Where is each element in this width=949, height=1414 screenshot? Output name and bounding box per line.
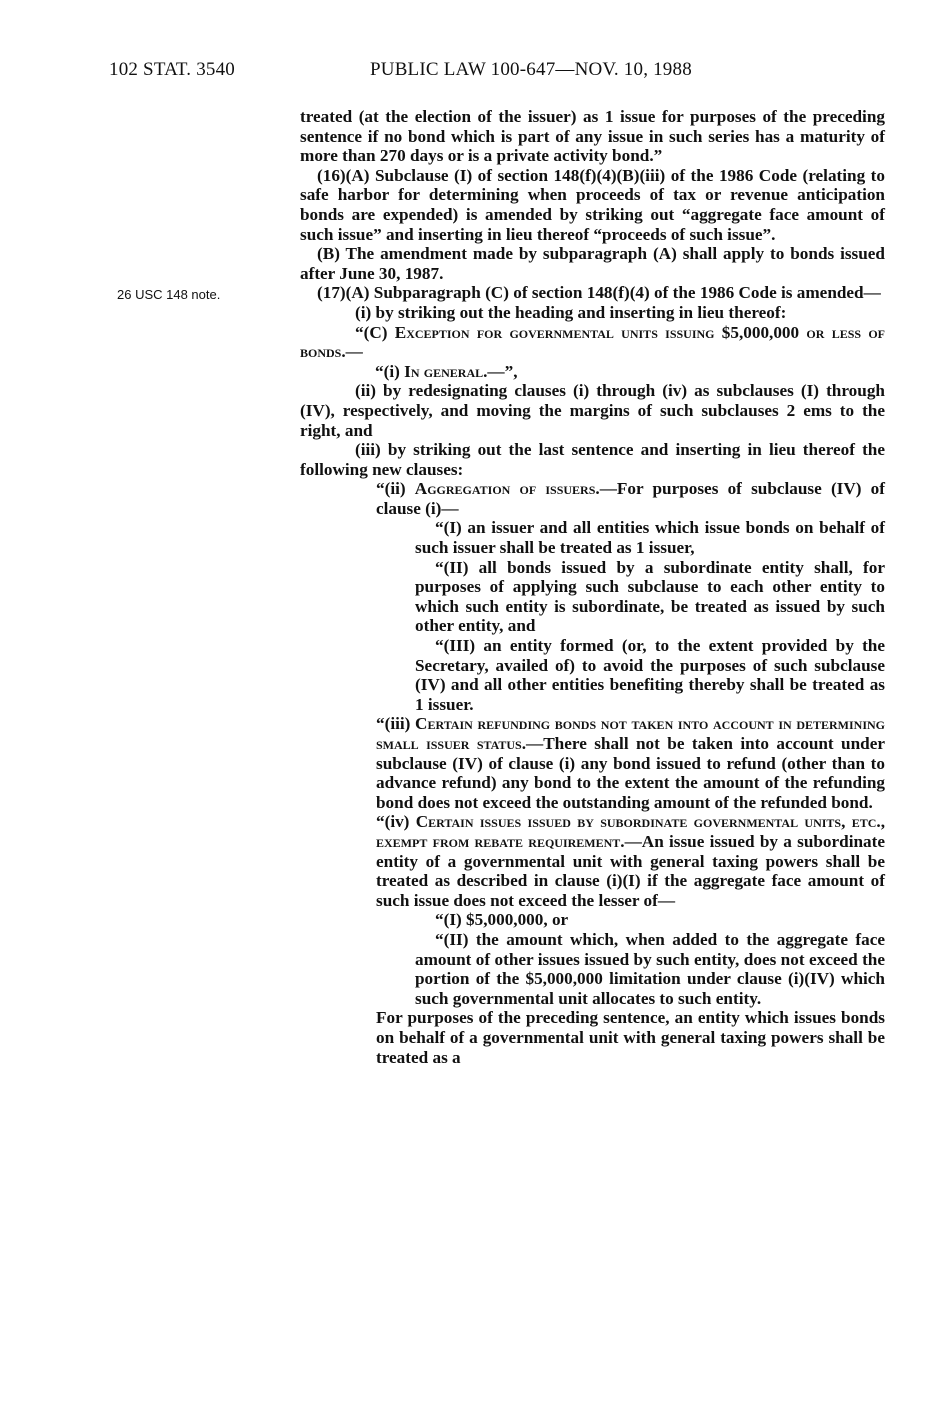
clause-text: —An issue issued by a subordinate entity of a governmental unit with general taxing powers shall be treated as described in clause (i)(I) if the aggregate face amount of such issue does not exceed the lesser of—: [376, 831, 885, 910]
clause-lead: “(iii): [376, 714, 416, 734]
heading-c-title: Exception for governmental units issuing $5,000,000 or less of bonds.: [300, 322, 885, 362]
clause-iv-heading: Certain issues issued by subordinate governmental units, etc., exempt from rebate requirement.: [376, 812, 885, 851]
clause-ii-heading: Aggregation of issuers.: [414, 479, 600, 499]
inserted-heading-i: [300, 362, 885, 382]
clause-text: —There shall not be taken into account under subclause (IV) of clause (i) any bond issued to refund (other than to advance refund) any bond to the extent the amount of the refunding bond does not exceed the outstanding amount of the refunded bond.: [376, 734, 885, 812]
subclause-i: “(I) an issuer and all entities which issue bonds on behalf of such issuer shall be treated as 1 issuer,: [415, 518, 885, 558]
paragraph-continuation: treated (at the election of the issuer) as 1 issue for purposes of the preceding sentence if no bond which is part of any issue in such series has a maturity of more than 270 days or is a private activity bond.”: [300, 107, 885, 166]
clause-i: (i) by striking out the heading and inserting in lieu thereof:: [355, 302, 787, 322]
heading-tail: —”,: [487, 361, 518, 381]
law-title-header: PUBLIC LAW 100-647—NOV. 10, 1988: [370, 59, 692, 80]
paragraph-16a: (16)(A) Subclause (I) of section 148(f)(4)(B)(iii) of the 1986 Code (relating to safe harbor for determining when proceeds of tax or revenue anticipation bonds are expended) is amended by striking out “aggregate face amount of such issue” and inserting in lieu thereof “proceeds of such issue”.: [300, 165, 885, 244]
inserted-heading-c: [300, 323, 885, 362]
subclause-ii: “(II) all bonds issued by a subordinate entity shall, for purposes of applying such subclause to each other entity to which such entity is subordinate, be treated as issued by such other entity, and: [415, 557, 885, 636]
new-clause-ii: [300, 479, 885, 518]
margin-note: 26 USC 148 note.: [117, 287, 221, 302]
clause-iii: (iii) by striking out the last sentence and inserting in lieu thereof the following new clauses:: [300, 440, 885, 479]
subclause-iii: “(III) an entity formed (or, to the extent provided by the Secretary, availed of) to avoid the purposes of such subclause (IV) and all other entities benefiting thereby shall be treated as 1 issuer.: [415, 636, 885, 714]
closing-sentence: For purposes of the preceding sentence, an entity which issues bonds on behalf of a governmental unit with general taxing powers shall be treated as a: [376, 1008, 885, 1067]
new-clause-iii: [300, 714, 885, 812]
statute-page-reference: 102 STAT. 3540: [109, 59, 236, 80]
paragraph-17a: (17)(A) Subparagraph (C) of section 148(f)(4) of the 1986 Code is amended—: [317, 283, 881, 303]
clause-ii: (ii) by redesignating clauses (i) through (iv) as subclauses (I) through (IV), respectively, and moving the margins of such subclauses 2 ems to the right, and: [300, 381, 885, 440]
limit-subclause-ii: “(II) the amount which, when added to the aggregate face amount of other issues issued by such entity, does not exceed the portion of the $5,000,000 limitation under clause (i)(IV) which such governmental unit allocates to such entity.: [415, 929, 885, 1008]
clause-text: —For purposes of subclause (IV) of clause (i)—: [376, 479, 885, 518]
clause-lead: “(iv): [376, 812, 416, 832]
paragraph-16b: (B) The amendment made by subparagraph (A) shall apply to bonds issued after June 30, 1987.: [300, 244, 885, 283]
document-body: [300, 107, 885, 1067]
heading-lead: “(i): [375, 361, 405, 381]
clause-iii-heading: Certain refunding bonds not taken into account in determining small issuer status.: [376, 714, 885, 753]
heading-tail: —: [345, 342, 363, 362]
limit-subclause-i: “(I) $5,000,000, or: [435, 910, 569, 930]
clause-lead: “(ii): [376, 479, 415, 499]
heading-lead: “(C): [355, 322, 395, 342]
new-clause-iv: [300, 812, 885, 910]
heading-i-title: In general.: [404, 361, 488, 381]
